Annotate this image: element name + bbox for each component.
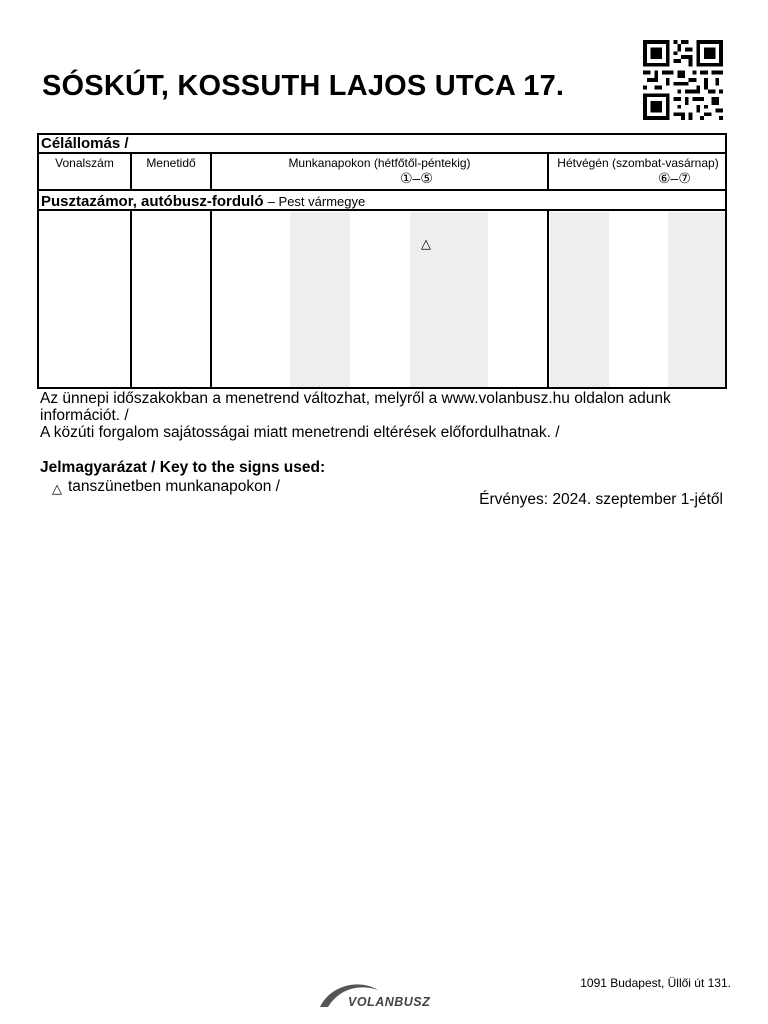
line-number-header: Vonalszám <box>55 156 114 170</box>
legend-text: tanszünetben munkanapokon / <box>68 478 280 495</box>
volanbusz-logo <box>318 980 453 1010</box>
destination-row <box>41 193 365 210</box>
traffic-note: A közúti forgalom sajátosságai miatt menetrendi eltérések előfordulhatnak. / <box>40 424 560 441</box>
legend-title: Jelmagyarázat / Key to the signs used: <box>40 459 326 476</box>
column-divider <box>547 209 549 387</box>
weekday-shade-column <box>290 212 350 387</box>
weekend-shade-column <box>550 212 609 387</box>
svg-text:VOLANBUSZ: VOLANBUSZ <box>348 995 431 1009</box>
company-address: 1091 Budapest, Üllői út 131. <box>580 976 731 990</box>
destination-name: Pusztazámor, autóbusz-forduló <box>41 193 264 210</box>
weekend-shade-column <box>668 212 725 387</box>
destination-region: – Pest vármegye <box>267 194 366 209</box>
travel-time-header: Menetidő <box>146 156 196 170</box>
school-holiday-marker: △ <box>421 236 431 251</box>
column-divider <box>210 209 212 387</box>
stop-title: SÓSKÚT, KOSSUTH LAJOS UTCA 17. <box>42 70 565 102</box>
weekend-header: Hétvégén (szombat-vasárnap) <box>557 156 719 170</box>
header-divider <box>39 152 725 154</box>
holiday-note: Az ünnepi időszakokban a menetrend változhat, melyről a www.volanbusz.hu oldalon adunk információt. / <box>40 390 671 424</box>
timetable <box>37 133 727 389</box>
qr-code <box>641 40 725 120</box>
column-divider <box>130 209 132 387</box>
legend-item <box>52 478 280 496</box>
weekdays-header: Munkanapokon (hétfőtől-péntekig) <box>288 156 471 170</box>
weekend-day-range: ⑥–⑦ <box>658 170 691 186</box>
column-header-divider <box>39 189 725 191</box>
validity-date: Érvényes: 2024. szeptember 1-jétől <box>479 491 723 508</box>
destination-header: Célállomás / <box>41 135 129 152</box>
weekdays-day-range: ①–⑤ <box>400 170 433 186</box>
legend-symbol: △ <box>52 481 62 496</box>
